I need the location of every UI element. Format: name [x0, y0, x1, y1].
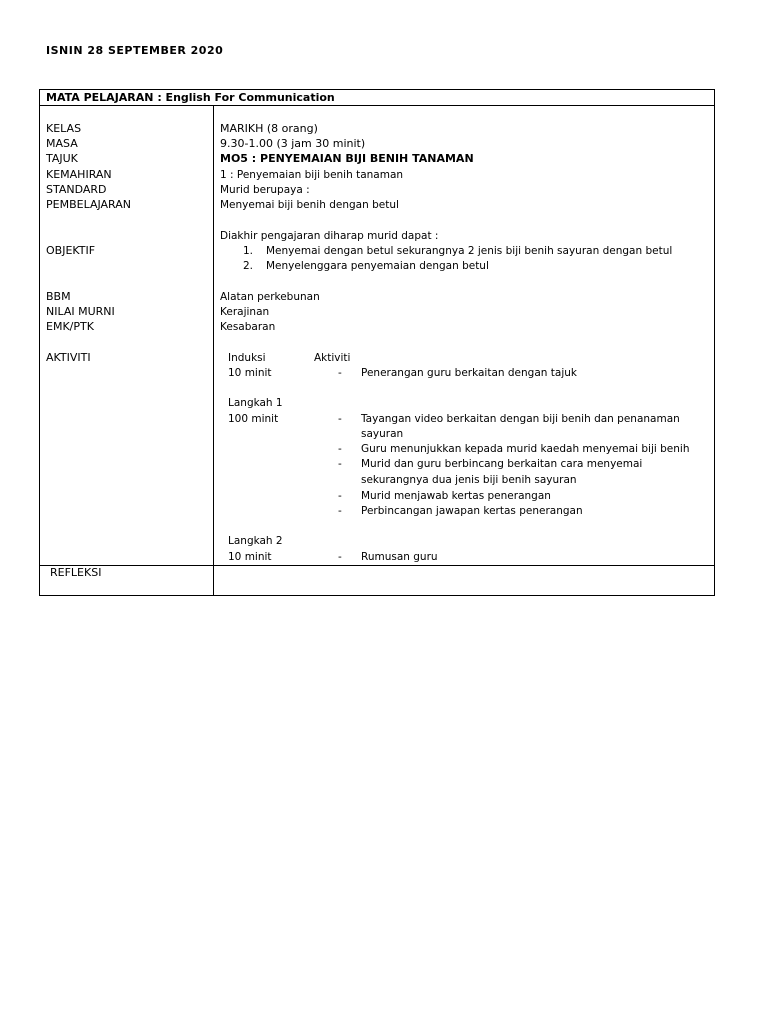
- subject-header: MATA PELAJARAN : English For Communication: [46, 91, 335, 104]
- label-refleksi: REFLEKSI: [50, 566, 102, 579]
- label-pembelajaran: PEMBELAJARAN: [46, 198, 132, 211]
- objektif-item-2-num: 2.: [243, 260, 254, 272]
- langkah1-item-continued: sekurangnya dua jenis biji benih sayuran: [361, 474, 577, 486]
- objektif-intro: Diakhir pengajaran diharap murid dapat :: [220, 230, 439, 242]
- induksi-time: 10 minit: [228, 367, 272, 379]
- langkah1-item: Perbincangan jawapan kertas penerangan: [361, 505, 583, 517]
- langkah1-label: Langkah 1: [228, 397, 283, 409]
- label-kelas: KELAS: [46, 122, 82, 135]
- langkah1-item: Guru menunjukkan kepada murid kaedah menyemai biji benih: [361, 443, 690, 455]
- dash: -: [338, 367, 342, 379]
- aktiviti-header: Aktiviti: [314, 352, 351, 364]
- langkah1-item: Murid dan guru berbincang berkaitan cara menyemai: [361, 458, 643, 470]
- langkah1-item: Tayangan video berkaitan dengan biji benih dan penanaman: [361, 413, 680, 425]
- value-standard: Murid berupaya :: [220, 184, 310, 196]
- langkah1-time: 100 minit: [228, 413, 279, 425]
- label-nilai-murni: NILAI MURNI: [46, 305, 115, 318]
- value-bbm: Alatan perkebunan: [220, 291, 320, 303]
- label-tajuk: TAJUK: [46, 152, 78, 165]
- value-masa: 9.30-1.00 (3 jam 30 minit): [220, 137, 366, 150]
- langkah1-item: Murid menjawab kertas penerangan: [361, 490, 551, 502]
- induksi-label: Induksi: [228, 352, 266, 364]
- value-kemahiran: 1 : Penyemaian biji benih tanaman: [220, 169, 404, 181]
- table-header-divider: [39, 105, 714, 106]
- dash: -: [338, 490, 342, 502]
- dash: -: [338, 413, 342, 425]
- label-objektif: OBJEKTIF: [46, 244, 96, 257]
- value-pembelajaran: Menyemai biji benih dengan betul: [220, 199, 399, 211]
- dash: -: [338, 458, 342, 470]
- table-refleksi-divider: [39, 565, 714, 566]
- lesson-date: ISNIN 28 SEPTEMBER 2020: [46, 44, 224, 57]
- langkah2-item: Rumusan guru: [361, 551, 438, 563]
- induksi-item: Penerangan guru berkaitan dengan tajuk: [361, 367, 577, 379]
- label-aktiviti: AKTIVITI: [46, 351, 91, 364]
- langkah2-time: 10 minit: [228, 551, 272, 563]
- table-column-divider: [213, 106, 214, 595]
- objektif-item-2-text: Menyelenggara penyemaian dengan betul: [266, 260, 489, 272]
- objektif-item-1-text: Menyemai dengan betul sekurangnya 2 jenis biji benih sayuran dengan betul: [266, 245, 673, 257]
- label-masa: MASA: [46, 137, 78, 150]
- dash: -: [338, 551, 342, 563]
- dash: -: [338, 443, 342, 455]
- langkah1-item-continued: sayuran: [361, 428, 404, 440]
- value-emk: Kesabaran: [220, 321, 276, 333]
- langkah2-label: Langkah 2: [228, 535, 283, 547]
- label-emk: EMK/PTK: [46, 320, 94, 333]
- label-kemahiran: KEMAHIRAN: [46, 168, 112, 181]
- objektif-item-1-num: 1.: [243, 245, 254, 257]
- dash: -: [338, 505, 342, 517]
- label-standard: STANDARD: [46, 183, 107, 196]
- value-kelas: MARIKH (8 orang): [220, 122, 318, 135]
- label-bbm: BBM: [46, 290, 71, 303]
- value-nilai-murni: Kerajinan: [220, 306, 270, 318]
- value-tajuk: MO5 : PENYEMAIAN BIJI BENIH TANAMAN: [220, 152, 474, 165]
